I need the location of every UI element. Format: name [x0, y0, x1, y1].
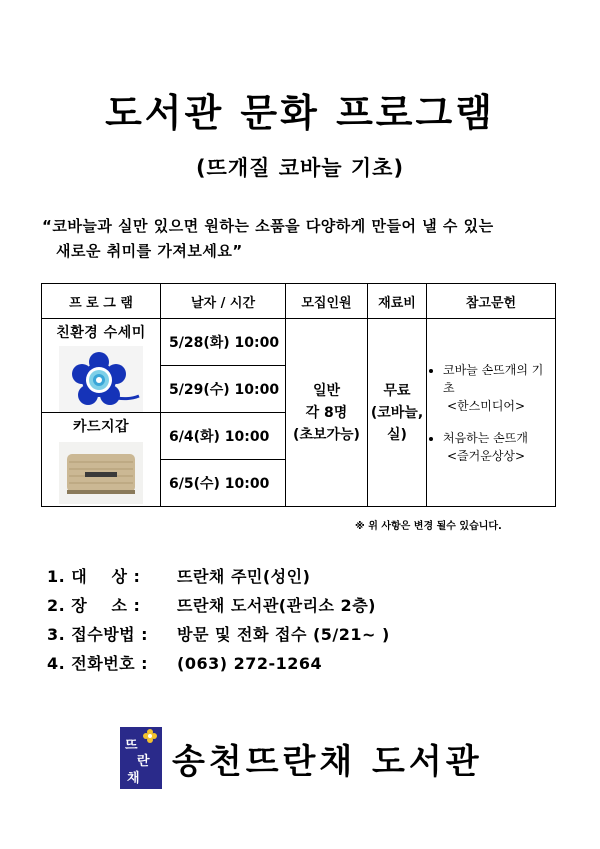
info-row — [47, 562, 567, 591]
program-name: 카드지갑 — [72, 419, 130, 435]
program-scrubber — [42, 319, 161, 413]
intro-line-1: “코바늘과 실만 있으면 원하는 소품을 다양하게 만들어 낼 수 있는 — [42, 217, 494, 235]
reference-publisher: <한스미디어> — [447, 398, 526, 413]
header-fee: 재료비 — [368, 284, 427, 319]
recruit-line: 일반 — [312, 382, 341, 399]
page-subtitle: (뜨개질 코바늘 기초) — [195, 156, 405, 180]
change-notice: ※ 위 사항은 변경 될수 있습니다. — [355, 521, 502, 532]
info-value: 방문 및 전화 접수 (5/21~ ) — [177, 625, 390, 644]
program-name: 친환경 수세미 — [56, 325, 146, 341]
references-cell — [427, 319, 556, 507]
info-label: 3. 접수방법 : — [47, 625, 149, 644]
page-title: 도서관 문화 프로그램 — [105, 91, 495, 135]
info-value: (063) 272-1264 — [177, 654, 323, 673]
library-name: 송천뜨란채 도서관 — [172, 741, 483, 782]
session-date: 5/28(화) 10:00 — [161, 319, 286, 366]
header-datetime: 날자 / 시간 — [161, 284, 286, 319]
header-program: 프 로 그 램 — [42, 284, 161, 319]
session-date: 6/4(화) 10:00 — [161, 413, 286, 460]
recruit-line: (초보가능) — [293, 426, 360, 443]
card-wallet-photo — [59, 442, 143, 504]
reference-publisher: <즐거운상상> — [447, 448, 526, 463]
info-label: 4. 전화번호 : — [47, 654, 149, 673]
recruit-cell — [286, 319, 368, 507]
header-recruit: 모집인원 — [286, 284, 368, 319]
info-label: 1. 대 상 : — [47, 567, 141, 586]
scrubber-photo — [59, 346, 143, 412]
info-list — [47, 562, 567, 678]
program-table — [41, 283, 556, 507]
recruit-line: 각 8명 — [305, 404, 348, 421]
logo-char: 뜨 — [125, 738, 138, 753]
session-date: 5/29(수) 10:00 — [161, 366, 286, 413]
header-references: 참고문헌 — [427, 284, 556, 319]
info-value: 뜨란채 주민(성인) — [177, 567, 311, 586]
info-value: 뜨란채 도서관(관리소 2층) — [177, 596, 376, 615]
table-header-row — [42, 284, 556, 319]
session-date: 6/5(수) 10:00 — [161, 460, 286, 507]
intro-quote — [42, 214, 572, 264]
table-row — [42, 319, 556, 366]
logo-char: 채 — [127, 771, 140, 786]
reference-item — [443, 361, 551, 415]
info-row — [47, 620, 567, 649]
fee-line: (코바늘, — [370, 404, 424, 421]
reference-title: 코바늘 손뜨개의 기초 — [443, 362, 544, 395]
info-row — [47, 649, 567, 678]
library-logo-icon — [120, 727, 162, 789]
reference-item — [443, 429, 551, 465]
fee-cell — [368, 319, 427, 507]
intro-line-2: 새로운 취미를 가져보세요” — [56, 242, 243, 260]
info-row — [47, 591, 567, 620]
reference-title: 처음하는 손뜨개 — [443, 430, 528, 445]
logo-char: 란 — [137, 754, 150, 769]
library-footer — [120, 727, 483, 789]
fee-line: 무료 — [383, 382, 411, 399]
fee-line: 실) — [387, 426, 407, 443]
program-card-wallet — [42, 413, 161, 507]
info-label: 2. 장 소 : — [47, 596, 141, 615]
